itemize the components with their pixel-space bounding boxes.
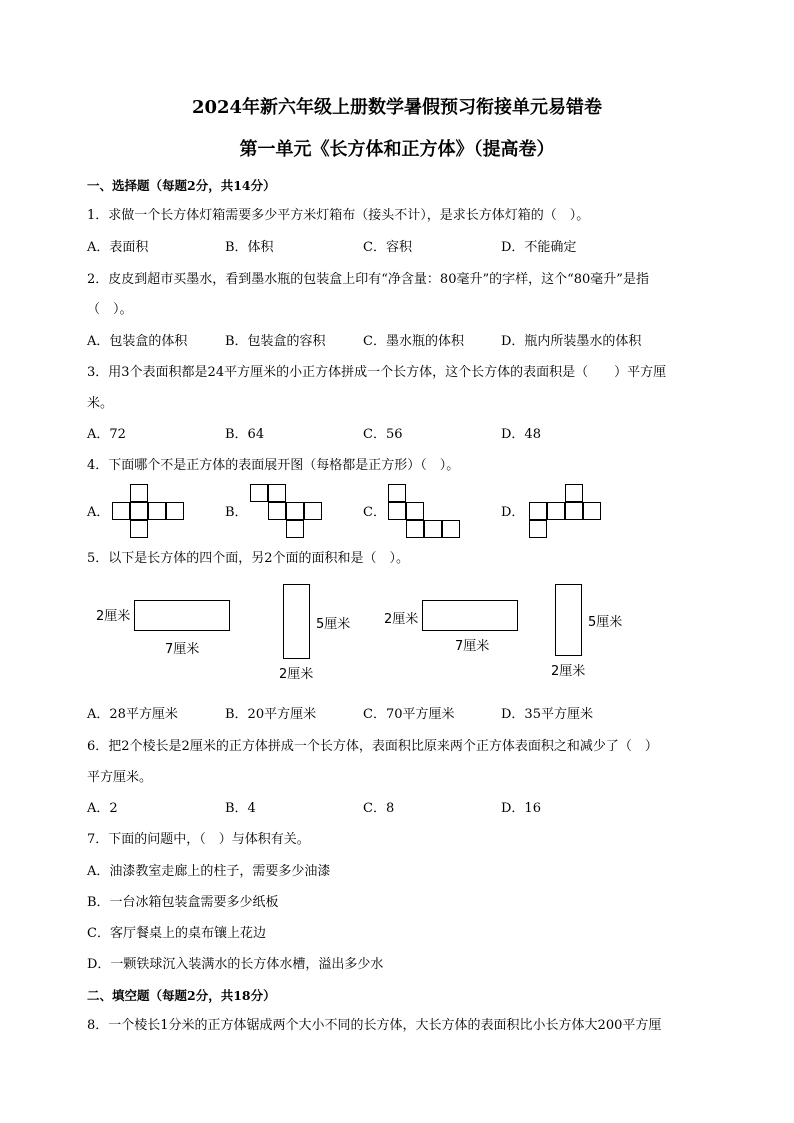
question-5-stem: 5．以下是长方体的四个面，另2个面的面积和是（ ）。 xyxy=(87,551,410,566)
q5-rect-2 xyxy=(283,584,310,659)
q7-option-a: A．油漆教室走廊上的柱子，需要多少油漆 xyxy=(87,864,331,879)
q6-option-a: A．2 xyxy=(87,801,118,816)
q7-option-d: D．一颗铁球沉入装满水的长方体水槽，溢出多少水 xyxy=(87,957,384,972)
q5-rect-3-bottom-label: 7厘米 xyxy=(455,639,490,654)
q2-option-b: B．包装盒的容积 xyxy=(225,334,326,349)
q5-option-d: D．35平方厘米 xyxy=(501,707,593,722)
q3-option-b: B．64 xyxy=(225,427,265,442)
page-title: 2024年新六年级上册数学暑假预习衔接单元易错卷 xyxy=(191,97,603,118)
q5-rect-1 xyxy=(134,600,230,631)
question-6-stem-line2: 平方厘米。 xyxy=(87,770,153,785)
q7-option-b: B．一台冰箱包装盒需要多少纸板 xyxy=(87,895,279,910)
q2-option-c: C．墨水瓶的体积 xyxy=(363,334,464,349)
question-6-stem-line1: 6．把2个棱长是2厘米的正方体拼成一个长方体，表面积比原来两个正方体表面积之和减少了（ ） xyxy=(87,739,658,754)
q5-rect-2-side-label: 5厘米 xyxy=(316,617,351,632)
q5-option-c: C．70平方厘米 xyxy=(363,707,455,722)
question-7-stem: 7．下面的问题中，（ ）与体积有关。 xyxy=(87,832,310,847)
question-1-stem: 1．求做一个长方体灯箱需要多少平方米灯箱布（接头不计），是求长方体灯箱的（ ）。 xyxy=(87,208,590,223)
q1-option-c: C．容积 xyxy=(363,240,412,255)
q4-option-b: B． xyxy=(225,505,248,520)
q5-rect-2-bottom-label: 2厘米 xyxy=(279,667,314,682)
page-subtitle: 第一单元《长方体和正方体》（提高卷） xyxy=(239,139,555,160)
q3-option-d: D．48 xyxy=(501,427,541,442)
q4-option-d: D． xyxy=(501,505,525,520)
q3-option-a: A．72 xyxy=(87,427,126,442)
question-3-stem-line2: 米。 xyxy=(87,396,114,411)
q5-rect-3 xyxy=(422,600,518,631)
question-4-stem: 4．下面哪个不是正方体的表面展开图（每格都是正方形）（ ）。 xyxy=(87,458,460,473)
q3-option-c: C．56 xyxy=(363,427,403,442)
q6-option-b: B．4 xyxy=(225,801,256,816)
q4-option-a: A． xyxy=(87,505,110,520)
section-heading-fill: 二、填空题（每题2分，共18分） xyxy=(87,988,276,1003)
q5-rect-1-side-label: 2厘米 xyxy=(96,609,131,624)
q5-option-a: A．28平方厘米 xyxy=(87,707,178,722)
q5-rect-4 xyxy=(555,584,582,656)
question-2-stem-line1: 2．皮皮到超市买墨水，看到墨水瓶的包装盒上印有“净含量：80毫升”的字样，这个“80毫升”是指 xyxy=(87,272,649,287)
q5-rect-4-side-label: 5厘米 xyxy=(588,615,623,630)
question-2-stem-line2: （ ）。 xyxy=(87,302,133,317)
q1-option-d: D．不能确定 xyxy=(501,240,577,255)
q1-option-b: B．体积 xyxy=(225,240,274,255)
q7-option-c: C．客厅餐桌上的桌布镶上花边 xyxy=(87,926,266,941)
q6-option-c: C．8 xyxy=(363,801,395,816)
q5-option-b: B．20平方厘米 xyxy=(225,707,317,722)
q1-option-a: A．表面积 xyxy=(87,240,149,255)
q2-option-d: D．瓶内所装墨水的体积 xyxy=(501,334,642,349)
question-3-stem-line1: 3．用3个表面积都是24平方厘米的小正方体拼成一个长方体，这个长方体的表面积是（ ）平方厘 xyxy=(87,365,667,380)
question-8-stem-line1: 8．一个棱长1分米的正方体锯成两个大小不同的长方体，大长方体的表面积比小长方体大200平方厘 xyxy=(87,1018,662,1033)
q6-option-d: D．16 xyxy=(501,801,541,816)
q2-option-a: A．包装盒的体积 xyxy=(87,334,188,349)
q4-option-c: C． xyxy=(363,505,386,520)
q5-rect-1-bottom-label: 7厘米 xyxy=(165,642,200,657)
q5-rect-3-side-label: 2厘米 xyxy=(384,612,419,627)
q5-rect-4-bottom-label: 2厘米 xyxy=(551,664,586,679)
section-heading-choice: 一、选择题（每题2分，共14分） xyxy=(87,178,276,193)
